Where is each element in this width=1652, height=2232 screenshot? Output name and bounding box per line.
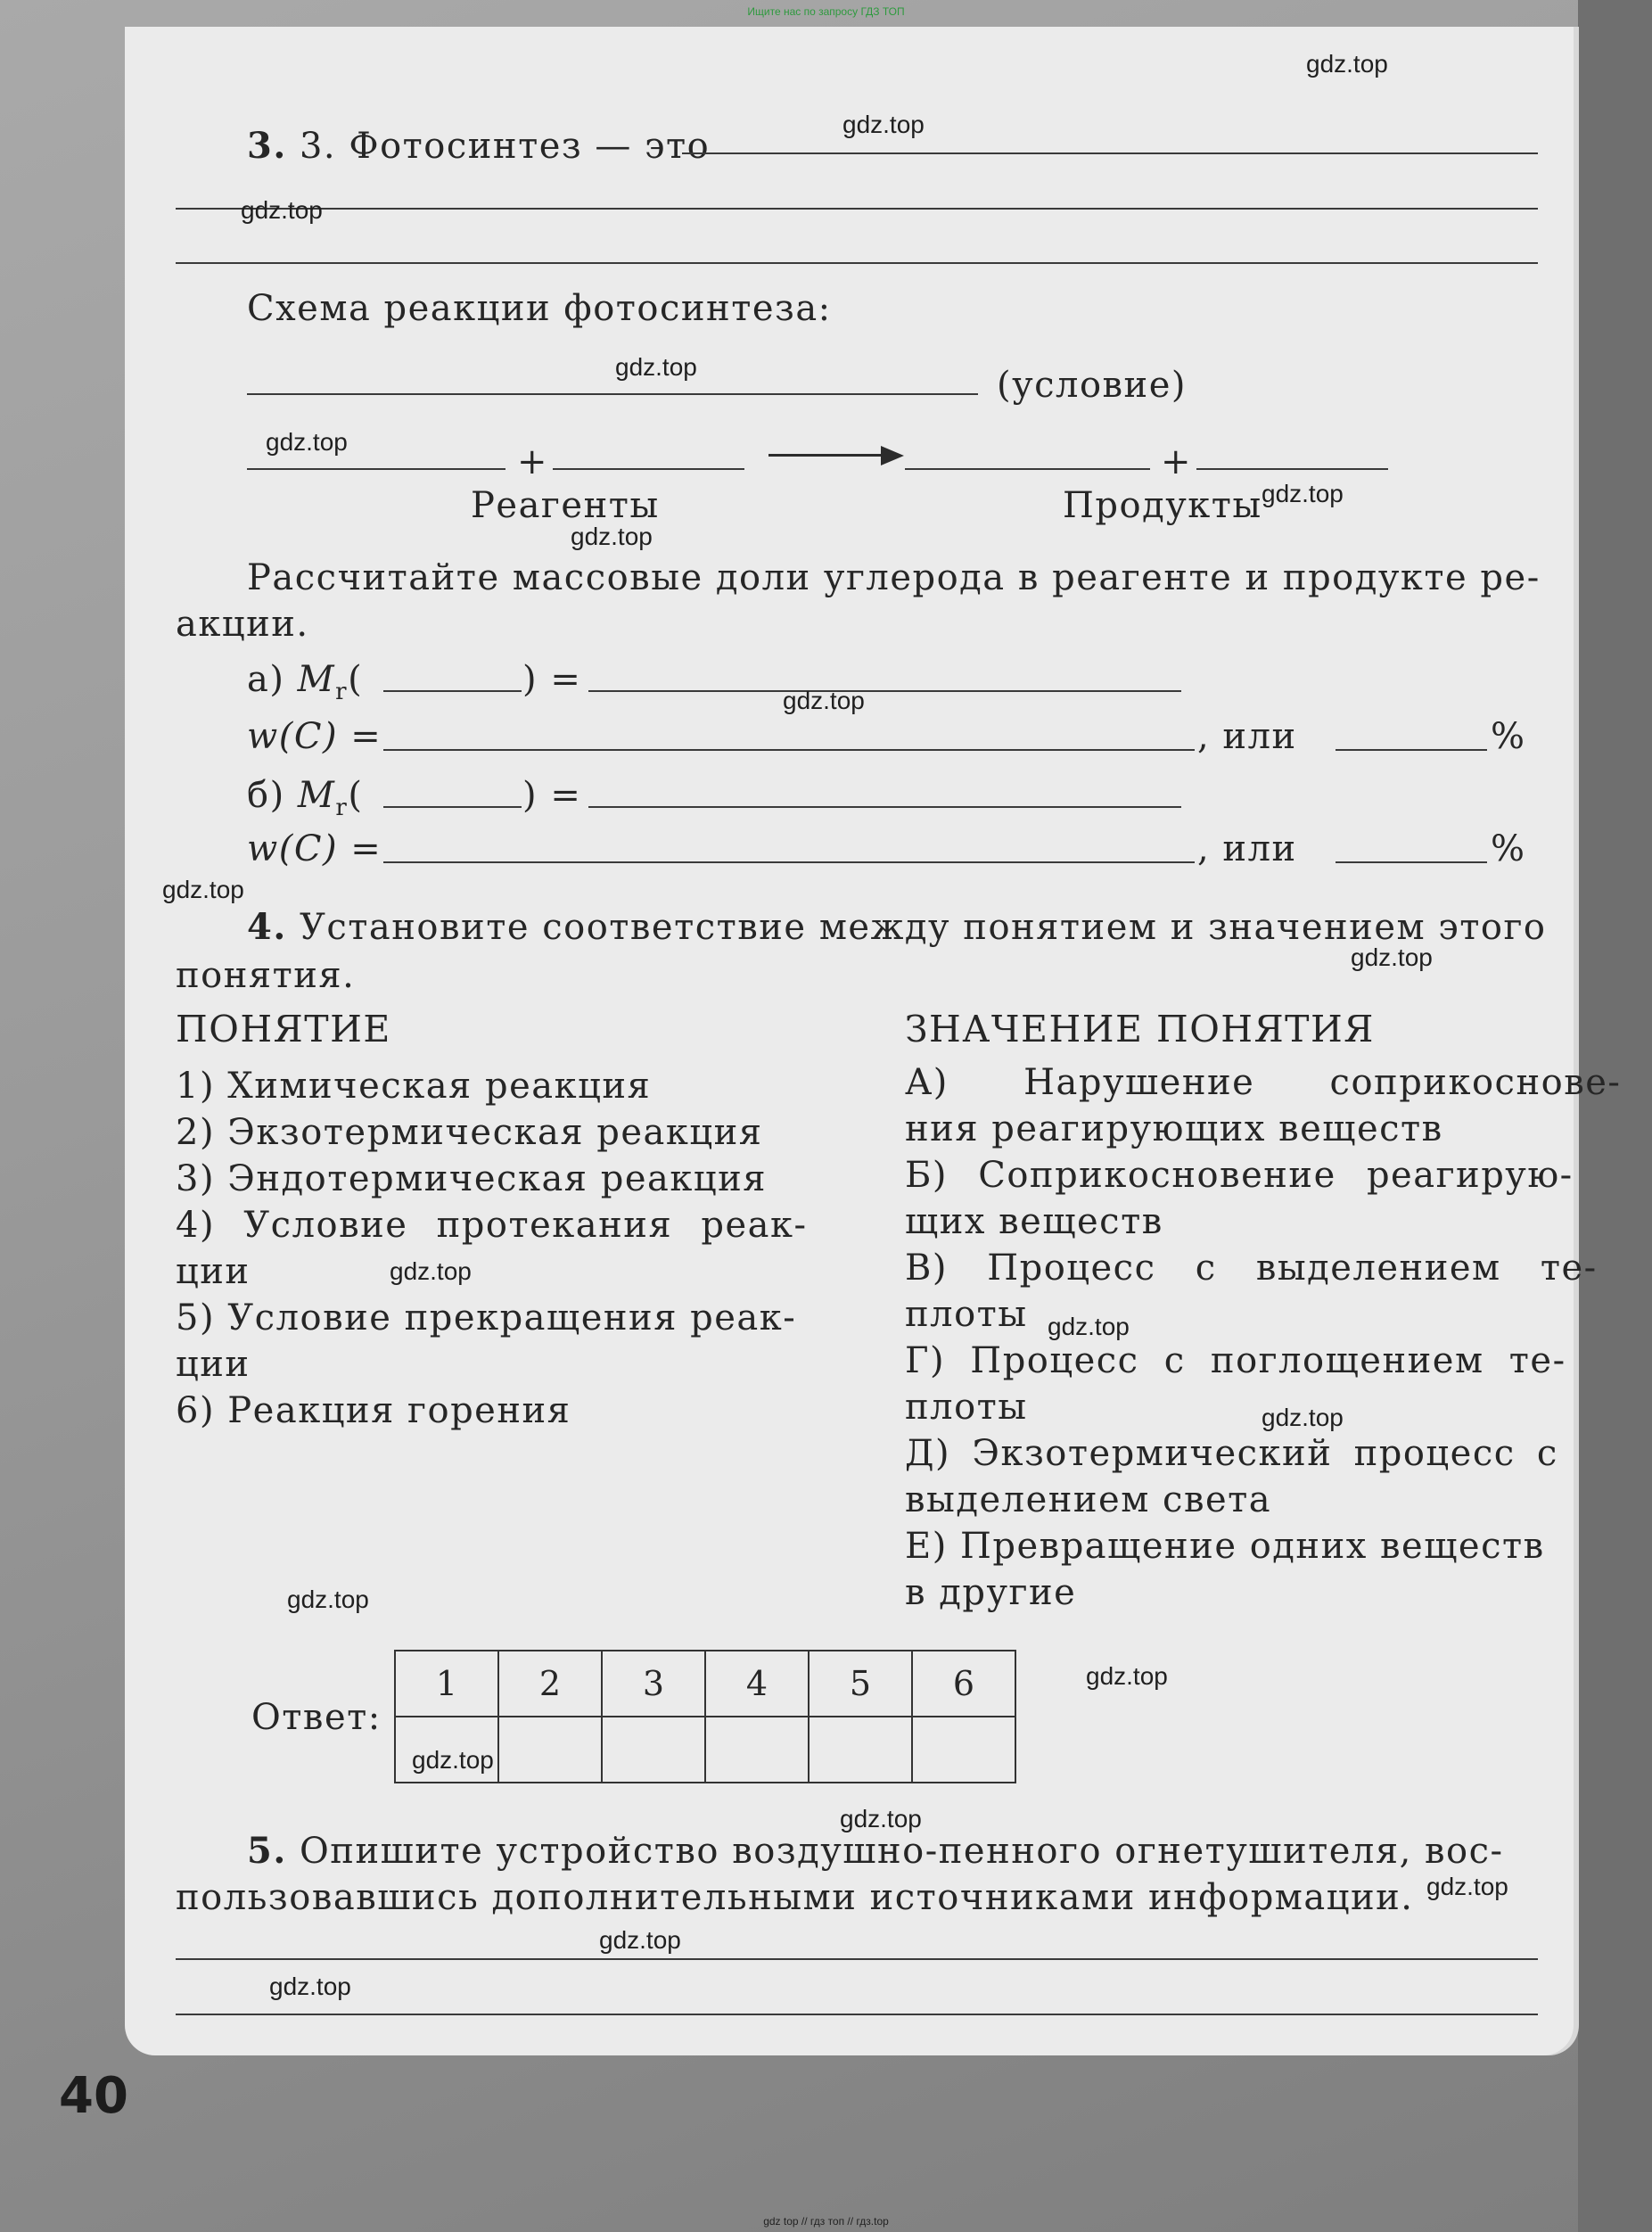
task3-title: 3. Фотосинтез — это (299, 126, 711, 167)
page-number: 40 (59, 2067, 128, 2125)
watermark: gdz.top (1262, 1404, 1344, 1431)
meaning-item: Г) Процесс с поглощением те- (905, 1340, 1566, 1381)
answer-line[interactable] (176, 2014, 1538, 2015)
product-2-line[interactable] (1196, 468, 1388, 470)
w-label: w(C) = (247, 828, 382, 869)
concept-item-cont: ции (176, 1344, 251, 1385)
mr-subscript: r (335, 795, 349, 821)
watermark: gdz.top (842, 111, 925, 138)
or-label: , или (1197, 716, 1297, 757)
open-paren: ( (348, 775, 364, 816)
answer-header-cell: 5 (809, 1651, 912, 1717)
w-answer-line[interactable] (383, 861, 1195, 863)
reagents-label: Реагенты (471, 485, 660, 526)
watermark: gdz.top (412, 1746, 494, 1774)
mr-answer-line[interactable] (588, 806, 1181, 808)
concept-item: 2) Экзотермическая реакция (176, 1112, 763, 1153)
reagent-2-line[interactable] (553, 468, 744, 470)
product-1-line[interactable] (905, 468, 1150, 470)
watermark: gdz.top (390, 1257, 472, 1285)
formula-blank[interactable] (383, 690, 522, 692)
w-answer-line[interactable] (383, 749, 1195, 751)
or-label: , или (1197, 828, 1297, 869)
mr-symbol: M (297, 659, 336, 700)
meaning-item-cont: плоты (905, 1387, 1028, 1428)
reaction-arrow (768, 454, 884, 457)
reagent-1-line[interactable] (247, 468, 505, 470)
percent-sign: % (1491, 828, 1526, 869)
watermark: gdz.top (571, 523, 653, 550)
watermark: gdz.top (1351, 943, 1433, 971)
meaning-item-cont: выделением света (905, 1479, 1272, 1520)
meaning-item: Б) Соприкосновение реагирую- (905, 1155, 1574, 1196)
watermark: gdz.top (162, 876, 244, 903)
concept-item: 6) Реакция горения (176, 1390, 571, 1431)
answer-header-cell: 4 (705, 1651, 809, 1717)
percent-answer-line[interactable] (1336, 861, 1487, 863)
percent-answer-line[interactable] (1336, 749, 1487, 751)
watermark: gdz.top (599, 1926, 681, 1954)
task4-line1: Установите соответствие между понятием и значением этого (299, 907, 1547, 948)
watermark: gdz.top (1426, 1873, 1508, 1900)
answer-header-row (395, 1651, 1015, 1717)
answer-header-cell: 6 (912, 1651, 1015, 1717)
mr-subscript: r (335, 679, 349, 705)
mr-symbol: M (297, 775, 336, 816)
meaning-item: Д) Экзотермический процесс с (905, 1433, 1558, 1474)
watermark: gdz.top (269, 1973, 351, 2000)
open-paren: ( (348, 659, 364, 700)
concept-item: 1) Химическая реакция (176, 1066, 652, 1107)
close-paren-equals: ) = (522, 659, 582, 700)
task5-line2: пользовавшись дополнительными источниками информации. (176, 1877, 1414, 1918)
task5-number: 5. (247, 1830, 287, 1872)
w-label: w(C) = (247, 716, 382, 757)
concept-item-cont: ции (176, 1251, 251, 1292)
answer-label: Ответ: (251, 1697, 382, 1738)
answer-header-cell: 1 (395, 1651, 498, 1717)
watermark: gdz.top (1048, 1313, 1130, 1340)
meanings-list (905, 1059, 1621, 1616)
answer-input-cell[interactable] (498, 1717, 602, 1783)
calc-instruction-cont: акции. (176, 604, 309, 645)
answer-header-cell: 3 (602, 1651, 705, 1717)
watermark: gdz.top (615, 353, 697, 381)
left-column-header: ПОНЯТИЕ (176, 1008, 391, 1050)
answer-input-cell[interactable] (705, 1717, 809, 1783)
plus-sign: + (517, 441, 549, 482)
watermark: gdz.top (840, 1805, 922, 1833)
task4-line2: понятия. (176, 955, 356, 996)
plus-sign: + (1161, 441, 1193, 482)
task4-number: 4. (247, 906, 287, 948)
meaning-item: А) Нарушение соприкосновe- (905, 1062, 1622, 1103)
meaning-item-cont: в другие (905, 1572, 1077, 1613)
scheme-label: Схема реакции фотосинтеза: (247, 288, 832, 329)
arrow-head-icon (881, 446, 904, 465)
watermark: gdz.top (287, 1585, 369, 1613)
top-search-link[interactable]: Ищите нас по запросу ГДЗ ТОП (747, 5, 905, 18)
watermark: gdz.top (1086, 1662, 1168, 1690)
watermark: gdz.top (1262, 480, 1344, 507)
answer-line[interactable] (176, 1958, 1538, 1960)
answer-line[interactable] (176, 262, 1538, 264)
answer-input-cell[interactable] (809, 1717, 912, 1783)
answer-input-cell[interactable] (602, 1717, 705, 1783)
meaning-item: В) Процесс с выделением те- (905, 1248, 1598, 1289)
part-b-prefix: б) (247, 775, 285, 816)
concept-item: 5) Условие прекращения реак- (176, 1297, 797, 1338)
meaning-item: Е) Превращение одних веществ (905, 1526, 1545, 1567)
bottom-search-link[interactable]: gdz top // гдз топ // гдз.top (763, 2215, 889, 2228)
answer-input-cell[interactable] (912, 1717, 1015, 1783)
close-paren-equals: ) = (522, 775, 582, 816)
concepts-list (176, 1063, 808, 1434)
watermark: gdz.top (783, 687, 865, 714)
task5-line1: Опишите устройство воздушно-пенного огнетушителя, вос- (299, 1831, 1504, 1872)
concept-item: 3) Эндотермическая реакция (176, 1158, 767, 1199)
task3-number: 3. (247, 125, 287, 167)
concept-item: 4) Условие протекания реак- (176, 1205, 808, 1246)
meaning-item-cont: ния реагирующих веществ (905, 1108, 1443, 1149)
meaning-item-cont: щих веществ (905, 1201, 1163, 1242)
answer-line[interactable] (176, 208, 1538, 210)
condition-line[interactable] (247, 393, 978, 395)
answer-header-cell: 2 (498, 1651, 602, 1717)
formula-blank[interactable] (383, 806, 522, 808)
watermark: gdz.top (241, 196, 323, 224)
right-column-header: ЗНАЧЕНИЕ ПОНЯТИЯ (905, 1008, 1375, 1050)
part-a-prefix: а) (247, 659, 285, 700)
percent-sign: % (1491, 716, 1526, 757)
calc-instruction: Рассчитайте массовые доли углерода в реагенте и продукте ре- (247, 557, 1541, 598)
answer-line[interactable] (682, 152, 1538, 154)
mr-answer-line[interactable] (588, 690, 1181, 692)
watermark: gdz.top (1306, 50, 1388, 78)
watermark: gdz.top (266, 428, 348, 456)
meaning-item-cont: плоты (905, 1294, 1028, 1335)
products-label: Продукты (1063, 485, 1262, 526)
condition-label: (условие) (997, 365, 1187, 406)
